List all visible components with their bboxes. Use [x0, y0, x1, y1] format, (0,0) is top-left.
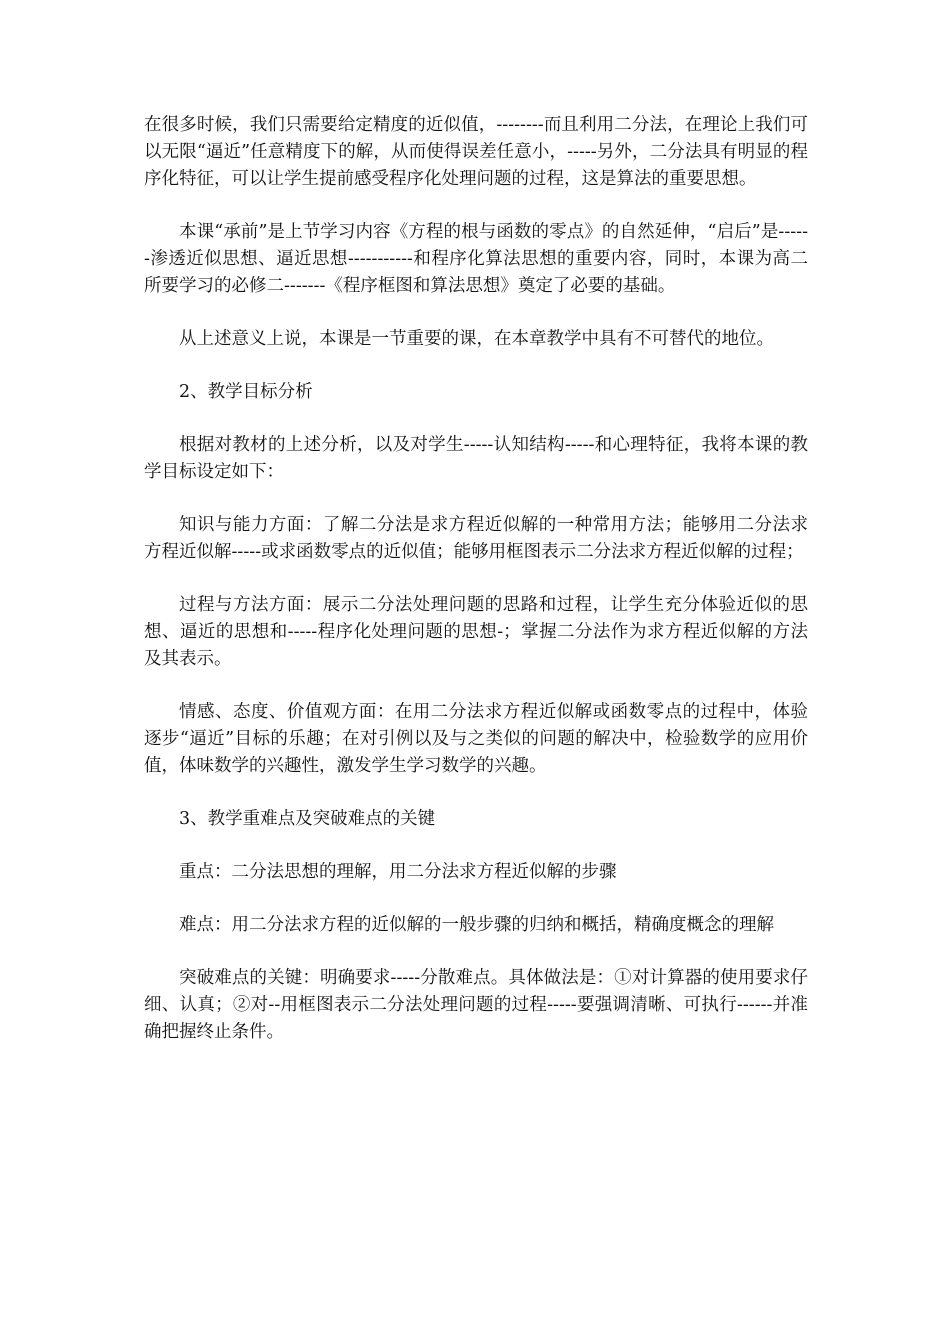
paragraph-difficulty: 难点：用二分法求方程的近似解的一般步骤的归纳和概括，精确度概念的理解: [179, 915, 774, 935]
paragraph-objectives-intro: 根据对教材的上述分析，以及对学生-----认知结构-----和心理特征，我将本课的教学目标设定如下：: [144, 435, 808, 482]
paragraph-approximation: 在很多时候，我们只需要给定精度的近似值，--------而且利用二分法，在理论上我们可以无限“逼近”任意精度下的解，从而使得误差任意小，-----另外，二分法具有明显的程序化特征，可以让学生提前感受程序化处理问题的过程，这是算法的重要思想。: [144, 115, 808, 189]
document-body: [144, 112, 808, 1072]
section-heading-objectives: 2、教学目标分析: [179, 382, 313, 402]
section-heading-key-points: 3、教学重难点及突破难点的关键: [179, 809, 436, 829]
paragraph-breakthrough: 突破难点的关键：明确要求-----分散难点。具体做法是：①对计算器的使用要求仔细、认真；②对--用框图表示二分法处理问题的过程-----要强调清晰、可执行------并准确把握终止条件。: [144, 968, 808, 1042]
paragraph-knowledge: 知识与能力方面：了解二分法是求方程近似解的一种常用方法；能够用二分法求方程近似解-----或求函数零点的近似值；能够用框图表示二分法求方程近似解的过程；: [144, 515, 808, 562]
paragraph-significance: 从上述意义上说，本课是一节重要的课，在本章教学中具有不可替代的地位。: [179, 329, 774, 349]
paragraph-process: 过程与方法方面：展示二分法处理问题的思路和过程，让学生充分体验近似的思想、逼近的思想和-----程序化处理问题的思想-；掌握二分法作为求方程近似解的方法及其表示。: [144, 595, 808, 669]
paragraph-context: 本课“承前”是上节学习内容《方程的根与函数的零点》的自然延伸，“启后”是------渗透近似思想、逼近思想-----------和程序化算法思想的重要内容，同时，本课为高二所要学习的必修二-------《程序框图和算法思想》奠定了必要的基础。: [144, 222, 808, 296]
paragraph-key-point: 重点：二分法思想的理解，用二分法求方程近似解的步骤: [179, 862, 617, 882]
paragraph-emotion: 情感、态度、价值观方面：在用二分法求方程近似解或函数零点的过程中，体验逐步“逼近”目标的乐趣；在对引例以及与之类似的问题的解决中，检验数学的应用价值，体味数学的兴趣性，激发学生学习数学的兴趣。: [144, 702, 808, 776]
